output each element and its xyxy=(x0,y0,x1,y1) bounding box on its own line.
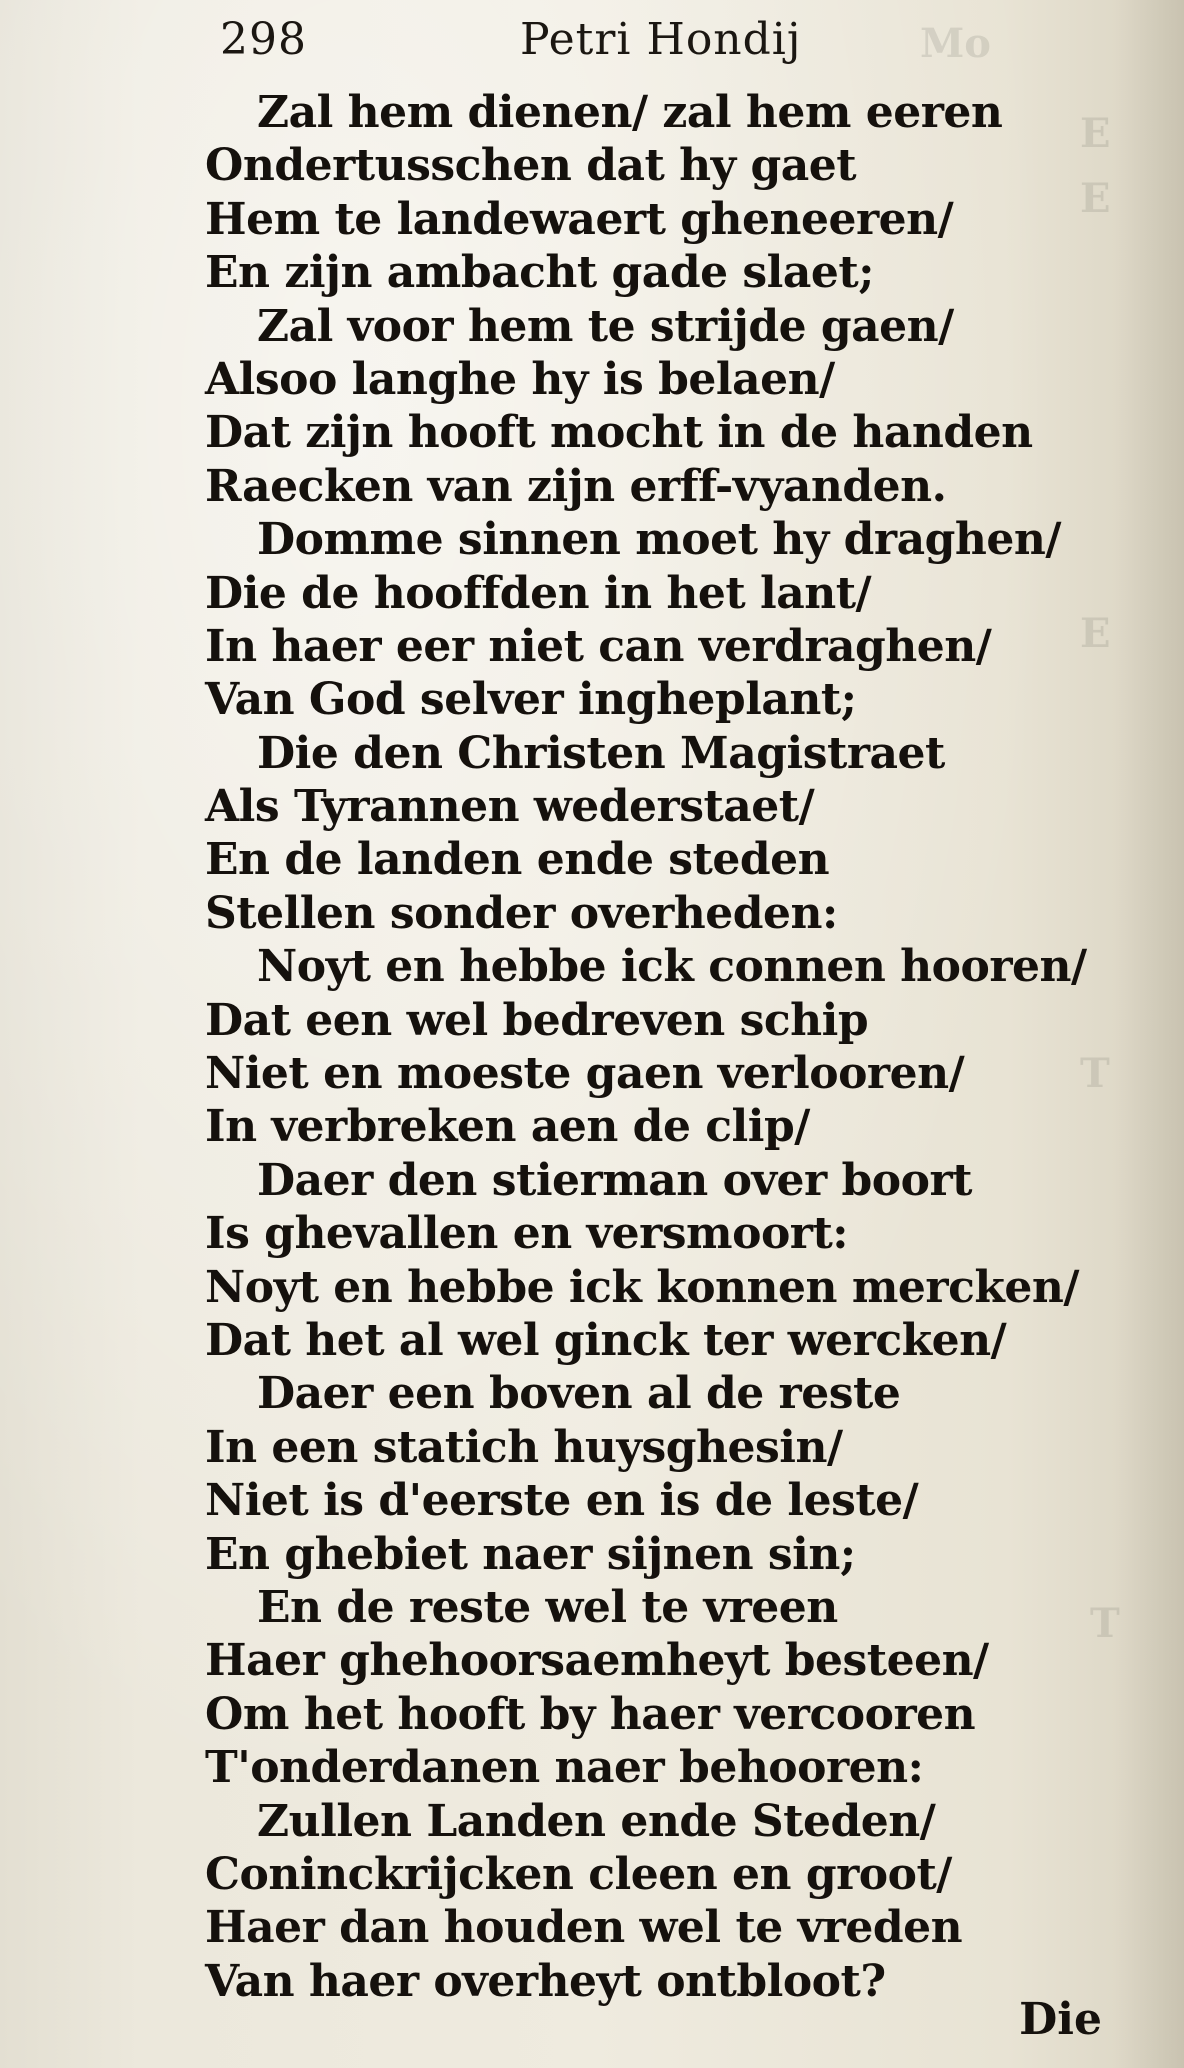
verse-line: Die de hooffden in het lant/ xyxy=(205,567,872,619)
verse-line: Niet en moeste gaen verlooren/ xyxy=(205,1048,965,1100)
verse-line: Die den Christen Magistraet xyxy=(257,727,945,779)
verse-line: Haer ghehoorsaemheyt besteen/ xyxy=(205,1635,989,1687)
verse-line: Van God selver ingheplant; xyxy=(205,674,857,726)
verse-line: En zijn ambacht gade slaet; xyxy=(205,247,874,299)
gutter-shadow xyxy=(1114,0,1184,2068)
verse-line: Domme sinnen moet hy draghen/ xyxy=(257,514,1061,566)
verse-line: Niet is d'eerste en is de leste/ xyxy=(205,1475,919,1527)
verse-line: Zullen Landen ende Steden/ xyxy=(257,1795,936,1847)
verse-line: Daer den stierman over boort xyxy=(257,1154,972,1206)
verse-line: Dat het al wel ginck ter wercken/ xyxy=(205,1314,1007,1366)
verse-line: Zal hem dienen/ zal hem eeren xyxy=(257,87,1003,138)
verse-line: In een statich huysghesin/ xyxy=(205,1421,843,1473)
verse-line: Van haer overheyt ontbloot? xyxy=(205,1955,886,2007)
page-header xyxy=(220,14,920,74)
running-title: Petri Hondij xyxy=(520,14,802,65)
show-through-text: Mo E E E T T xyxy=(920,20,1120,1647)
verse-line: En ghebiet naer sijnen sin; xyxy=(205,1528,856,1580)
verse-line: Noyt en hebbe ick konnen mercken/ xyxy=(205,1261,1079,1313)
verse-text xyxy=(205,86,1087,2008)
verse-line: Alsoo langhe hy is belaen/ xyxy=(205,353,835,405)
verse-line: T'onderdanen naer behooren: xyxy=(205,1742,924,1794)
verse-line: Om het hooft by haer vercooren xyxy=(205,1688,976,1740)
verse-line: Dat zijn hooft mocht in de handen xyxy=(205,407,1033,459)
verse-line: Daer een boven al de reste xyxy=(257,1368,901,1420)
catchword: Die xyxy=(1019,1994,1102,2045)
verse-line: Zal voor hem te strijde gaen/ xyxy=(257,300,954,352)
verse-line: Ondertusschen dat hy gaet xyxy=(205,140,857,192)
verse-line: Coninckrijcken cleen en groot/ xyxy=(205,1848,952,1900)
verse-line: In verbreken aen de clip/ xyxy=(205,1101,810,1153)
verse-line: Haer dan houden wel te vreden xyxy=(205,1902,963,1954)
verse-line: Is ghevallen en versmoort: xyxy=(205,1208,849,1260)
verse-line: In haer eer niet can verdraghen/ xyxy=(205,620,992,672)
verse-line: En de landen ende steden xyxy=(205,834,830,886)
page-number: 298 xyxy=(220,14,307,65)
verse-line: Als Tyrannen wederstaet/ xyxy=(205,781,815,833)
verse-line: Noyt en hebbe ick connen hooren/ xyxy=(257,941,1087,993)
verse-line: En de reste wel te vreen xyxy=(257,1581,838,1633)
verse-line: Stellen sonder overheden: xyxy=(205,887,838,939)
verse-line: Raecken van zijn erff-vyanden. xyxy=(205,460,947,512)
verse-line: Dat een wel bedreven schip xyxy=(205,994,869,1046)
verse-line: Hem te landewaert gheneeren/ xyxy=(205,193,954,245)
